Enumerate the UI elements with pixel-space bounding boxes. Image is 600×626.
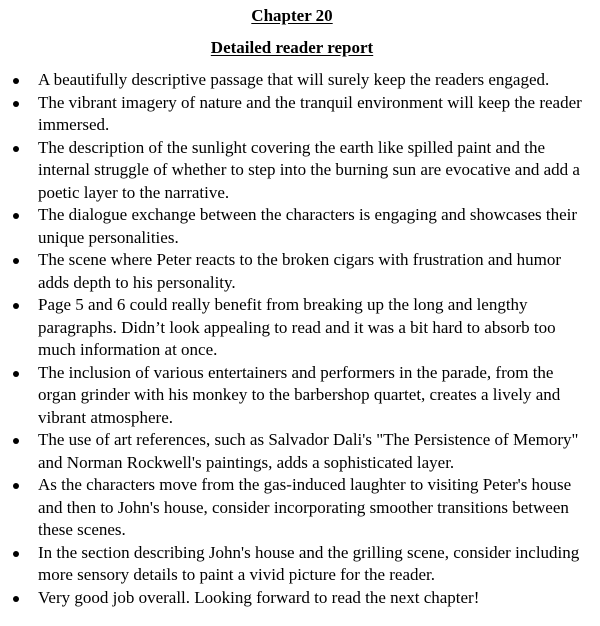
list-item [0, 92, 590, 137]
list-item [0, 204, 590, 249]
list-item-text: The use of art references, such as Salvador Dali's "The Persistence of Memory" and Norman Rockwell's paintings, adds a sophisticated layer. [38, 430, 579, 472]
bullet-icon [13, 258, 19, 264]
list-item-text: In the section describing John's house and the grilling scene, consider including more sensory details to paint a vivid picture for the reader. [38, 542, 580, 584]
list-item-text: The dialogue exchange between the characters is engaging and showcases their unique personalities. [38, 205, 578, 247]
list-item-text: The scene where Peter reacts to the broken cigars with frustration and humor adds depth to his personality. [38, 250, 562, 292]
list-item-text: The inclusion of various entertainers and performers in the parade, from the organ grinder with his monkey to the barbershop quartet, creates a lively and vibrant atmosphere. [38, 362, 561, 427]
list-item-text: The description of the sunlight covering the earth like spilled paint and the internal struggle of whether to step into the burning sun are evocative and add a poetic layer to the narrative. [38, 137, 580, 202]
bullet-icon [13, 101, 19, 107]
bullet-icon [13, 213, 19, 219]
chapter-title: Chapter 20 [251, 6, 333, 25]
report-title: Detailed reader report [210, 38, 374, 57]
bullet-icon [13, 146, 19, 152]
list-item-text: As the characters move from the gas-induced laughter to visiting Peter's house and then to John's house, consider incorporating smoother transitions between these scenes. [38, 475, 572, 539]
reader-report-list [0, 69, 590, 609]
list-item [0, 69, 590, 92]
list-item [0, 294, 590, 362]
bullet-icon [13, 438, 19, 444]
list-item-text: A beautifully descriptive passage that will surely keep the readers engaged. [38, 70, 550, 89]
list-item-text: The vibrant imagery of nature and the tranquil environment will keep the reader immersed. [38, 92, 582, 134]
list-item [0, 542, 590, 587]
list-item [0, 474, 590, 542]
list-item [0, 587, 590, 610]
bullet-icon [13, 551, 19, 557]
bullet-icon [13, 371, 19, 377]
bullet-icon [13, 483, 19, 489]
bullet-icon [13, 78, 19, 84]
list-item-text: Very good job overall. Looking forward to read the next chapter! [38, 587, 480, 607]
bullet-icon [13, 303, 19, 309]
bullet-icon [13, 596, 19, 602]
list-item [0, 429, 590, 474]
list-item-text: Page 5 and 6 could really benefit from breaking up the long and lengthy paragraphs. Didn’t look appealing to read and it was a bit hard to absorb too much information at once. [38, 295, 556, 359]
list-item [0, 137, 590, 205]
list-item [0, 362, 590, 430]
list-item [0, 249, 590, 294]
